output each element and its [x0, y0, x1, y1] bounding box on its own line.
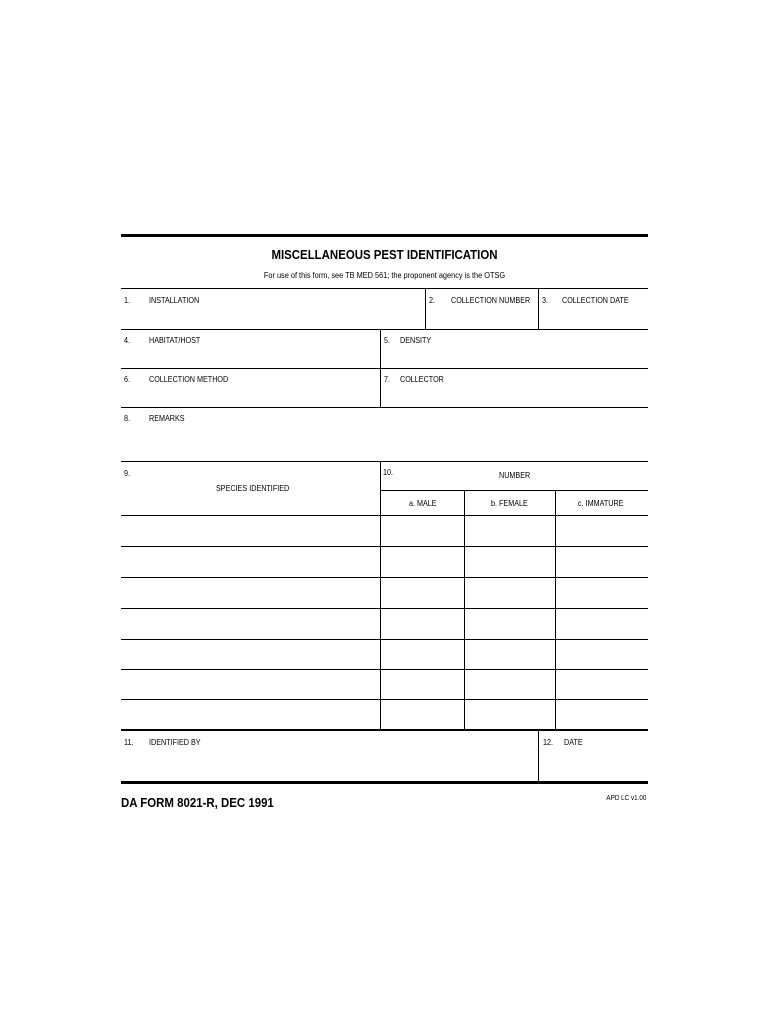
female-cell[interactable]: [465, 609, 555, 638]
immature-cell[interactable]: [556, 578, 648, 607]
top-rule: [121, 234, 648, 237]
collection-date-field[interactable]: [539, 289, 648, 329]
collection-date-label: COLLECTION DATE: [562, 296, 629, 305]
species-identified-label: SPECIES IDENTIFIED: [216, 484, 290, 493]
date-label: DATE: [564, 738, 583, 747]
installation-label: INSTALLATION: [149, 296, 200, 305]
table-row: [121, 516, 648, 545]
field-number: 4.: [124, 336, 131, 345]
number-label: NUMBER: [499, 471, 531, 480]
version-label: APD LC v1.00: [606, 795, 646, 802]
male-cell[interactable]: [381, 700, 464, 729]
male-cell[interactable]: [381, 578, 464, 607]
immature-cell[interactable]: [556, 670, 648, 699]
habitat-host-label: HABITAT/HOST: [149, 336, 201, 345]
male-cell[interactable]: [381, 640, 464, 669]
rule: [380, 490, 648, 491]
date-field[interactable]: [539, 731, 648, 781]
identified-by-label: IDENTIFIED BY: [149, 738, 201, 747]
female-cell[interactable]: [465, 578, 555, 607]
collection-number-field[interactable]: [426, 289, 538, 329]
female-cell[interactable]: [465, 640, 555, 669]
male-cell[interactable]: [381, 609, 464, 638]
table-row: [121, 640, 648, 669]
female-cell[interactable]: [465, 547, 555, 576]
field-number: 9.: [124, 469, 131, 478]
immature-cell[interactable]: [556, 700, 648, 729]
male-cell[interactable]: [381, 516, 464, 545]
habitat-host-field[interactable]: [121, 330, 380, 368]
female-column-header: b. FEMALE: [491, 499, 528, 508]
field-number: 6.: [124, 375, 131, 384]
female-cell[interactable]: [465, 516, 555, 545]
collection-number-label: COLLECTION NUMBER: [451, 296, 531, 305]
collector-field[interactable]: [381, 369, 648, 407]
density-label: DENSITY: [400, 336, 432, 345]
field-number: 7.: [384, 375, 391, 384]
field-number: 11.: [124, 738, 134, 747]
bottom-rule: [121, 781, 648, 784]
field-number: 10.: [383, 468, 394, 477]
collector-label: COLLECTOR: [400, 375, 444, 384]
immature-cell[interactable]: [556, 516, 648, 545]
density-field[interactable]: [381, 330, 648, 368]
collection-method-field[interactable]: [121, 369, 380, 407]
field-number: 5.: [384, 336, 391, 345]
female-cell[interactable]: [465, 670, 555, 699]
table-row: [121, 700, 648, 729]
form-subtitle: For use of this form, see TB MED 561; the proponent agency is the OTSG: [263, 271, 506, 280]
table-row: [121, 578, 648, 607]
species-cell[interactable]: [121, 670, 380, 699]
pest-identification-form: [121, 234, 648, 830]
field-number: 3.: [542, 296, 549, 305]
identified-by-field[interactable]: [121, 731, 538, 781]
field-number: 2.: [429, 296, 436, 305]
species-cell[interactable]: [121, 640, 380, 669]
field-number: 12.: [543, 738, 554, 747]
immature-cell[interactable]: [556, 609, 648, 638]
remarks-field[interactable]: [121, 408, 648, 461]
collection-method-label: COLLECTION METHOD: [149, 375, 229, 384]
species-cell[interactable]: [121, 547, 380, 576]
field-number: 8.: [124, 414, 131, 423]
field-number: 1.: [124, 296, 131, 305]
male-cell[interactable]: [381, 547, 464, 576]
species-cell[interactable]: [121, 516, 380, 545]
form-number: DA FORM 8021-R, DEC 1991: [121, 795, 274, 810]
species-cell[interactable]: [121, 578, 380, 607]
female-cell[interactable]: [465, 700, 555, 729]
number-header: [381, 462, 648, 490]
installation-field[interactable]: [121, 289, 425, 329]
table-row: [121, 609, 648, 638]
table-row: [121, 547, 648, 576]
male-cell[interactable]: [381, 670, 464, 699]
remarks-label: REMARKS: [149, 414, 185, 423]
species-cell[interactable]: [121, 700, 380, 729]
immature-column-header: c. IMMATURE: [578, 499, 624, 508]
species-header: [121, 462, 380, 515]
immature-cell[interactable]: [556, 547, 648, 576]
immature-cell[interactable]: [556, 640, 648, 669]
species-cell[interactable]: [121, 609, 380, 638]
form-title: MISCELLANEOUS PEST IDENTIFICATION: [271, 247, 498, 262]
table-row: [121, 670, 648, 699]
male-column-header: a. MALE: [409, 499, 437, 508]
